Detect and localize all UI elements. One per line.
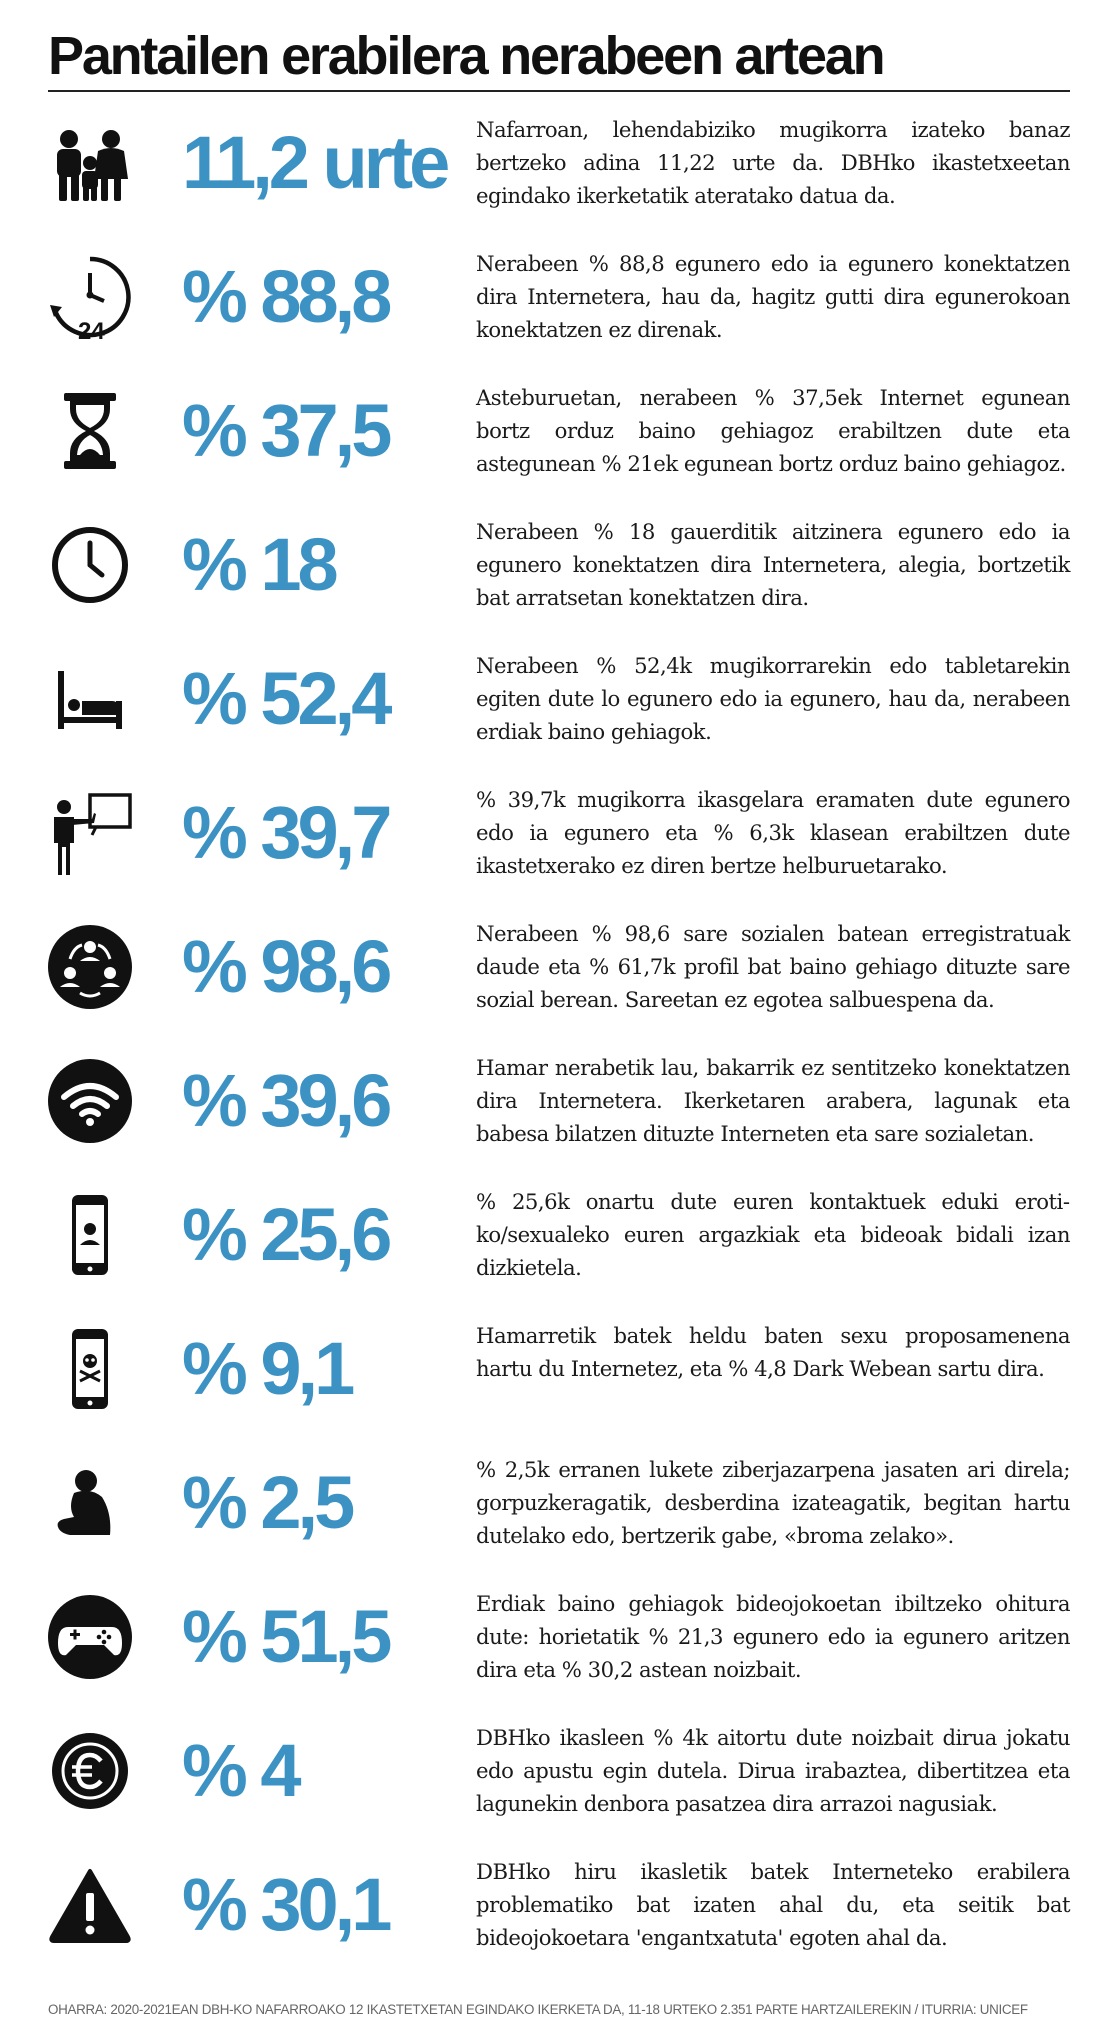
- stat-value: % 9,1: [182, 1327, 352, 1410]
- stat-value: % 2,5: [182, 1461, 352, 1544]
- stat-row-night-connection: [0, 515, 1118, 649]
- title-divider: [48, 90, 1070, 92]
- stat-value: % 51,5: [182, 1595, 389, 1678]
- stat-value: % 88,8: [182, 255, 389, 338]
- stat-row-social-networks: [0, 917, 1118, 1051]
- stat-description: DBHko hiru ikasletik batek Interneteko erabilera problematiko bat izaten ahal du, eta seitik bat bideojokoetara 'engantxatuta' egoten ahal da.: [476, 1859, 1070, 1950]
- stat-description: Hamarretik batek heldu baten sexu proposamenena hartu du Internetez, eta % 4,8 Dark Webean sartu dira.: [476, 1323, 1070, 1381]
- stat-value: % 4: [182, 1729, 298, 1812]
- stat-value: % 39,6: [182, 1059, 389, 1142]
- stat-row-first-phone-age: [0, 113, 1118, 247]
- stat-row-loneliness: [0, 1051, 1118, 1185]
- stat-value: % 52,4: [182, 657, 389, 740]
- clock-icon: [40, 515, 140, 615]
- stat-row-daily-connection: [0, 247, 1118, 381]
- family-icon: [40, 113, 140, 213]
- wifi-icon: [40, 1051, 140, 1151]
- bed-icon: [40, 649, 140, 749]
- stat-description: % 2,5k erranen lukete ziberjazarpena jasaten ari direla; gorpuzkeragatik, desberdina izateagatik, begitan hartu dutelako edo, bertzerik gabe, «broma zelako».: [476, 1457, 1070, 1548]
- stat-description: DBHko ikasleen % 4k aitortu dute noizbait dirua jokatu edo apustu egin dutela. Dirua irabaztea, dibertitzea eta lagunekin denbora pasatzea dira arrazoi nagusiak.: [476, 1725, 1070, 1816]
- stat-row-weekend-usage: [0, 381, 1118, 515]
- teacher-board-icon: [40, 783, 140, 883]
- stat-row-phone-in-class: [0, 783, 1118, 917]
- hourglass-icon: [40, 381, 140, 481]
- sad-person-icon: [40, 1453, 140, 1553]
- stat-value: % 18: [182, 523, 335, 606]
- stat-value: % 30,1: [182, 1863, 389, 1946]
- stat-value: % 39,7: [182, 791, 389, 874]
- stat-value: % 37,5: [182, 389, 389, 472]
- phone-skull-icon: [40, 1319, 140, 1419]
- stat-row-sexual-content: [0, 1185, 1118, 1319]
- stat-value: 11,2 urte: [182, 121, 447, 204]
- warning-icon: [40, 1855, 140, 1955]
- stat-row-problematic-use: [0, 1855, 1118, 1989]
- svg-text:24: 24: [78, 318, 105, 345]
- stat-row-sleep-with-phone: [0, 649, 1118, 783]
- stat-description: % 25,6k onartu dute euren kontaktuek eduki erotiko/sexualeko euren argazkiak eta bideoak bidali izan dizkietela.: [476, 1189, 1070, 1280]
- stat-value: % 98,6: [182, 925, 389, 1008]
- stat-description: Hamar nerabetik lau, bakarrik ez sentitzeko konektatzen dira Internetera. Ikerketaren arabera, lagunak eta babesa bilatzen dituzte Interneten eta sare sozialetan.: [476, 1055, 1070, 1146]
- stat-description: Nerabeen % 18 gauerditik aitzinera egunero edo ia egunero konektatzen dira Internetera, alegia, bortzetik bat arratsetan konektatzen dira.: [476, 519, 1070, 610]
- stat-description: Nerabeen % 88,8 egunero edo ia egunero konektatzen dira Internetera, hau da, hagitz gutti dira egunerokoan konektatzen ez direnak.: [476, 251, 1070, 342]
- euro-coin-icon: [40, 1721, 140, 1821]
- clock-24-icon: [40, 247, 140, 347]
- stat-row-gambling: [0, 1721, 1118, 1855]
- stat-row-cyberbullying: [0, 1453, 1118, 1587]
- stat-row-sexual-proposal: [0, 1319, 1118, 1453]
- stat-description: % 39,7k mugikorra ikasgelara eramaten dute egunero edo ia egunero eta % 6,3k klasean erabiltzen dute ikastetxerako ez diren bertze helburuetarako.: [476, 787, 1070, 878]
- stat-description: Asteburuetan, nerabeen % 37,5ek Internet egunean bortz orduz baino gehiagoz erabiltzen dute eta astegunean % 21ek egunean bortz orduz baino gehiagoz.: [476, 385, 1070, 476]
- phone-user-icon: [40, 1185, 140, 1285]
- stat-description: Nerabeen % 98,6 sare sozialen batean erregistratuak daude eta % 61,7k profil bat baino gehiago dituzte sare sozial berean. Sareetan ez egotea salbuespena da.: [476, 921, 1070, 1012]
- page-title: Pantailen erabilera nerabeen artean: [48, 26, 884, 86]
- footer-note: OHARRA: 2020-2021EAN DBH-KO NAFARROAKO 12 IKASTETXETAN EGINDAKO IKERKETA DA, 11-18 URTEKO 2.351 PARTE HARTZAILEREKIN / ITURRIA: UNICEF: [48, 2002, 1028, 2017]
- social-network-icon: [40, 917, 140, 1017]
- gamepad-icon: [40, 1587, 140, 1687]
- stat-description: Erdiak baino gehiagok bideojokoetan ibiltzeko ohitura dute: horietatik % 21,3 egunero edo ia egunero aritzen dira eta % 30,2 astean noizbait.: [476, 1591, 1070, 1682]
- stat-description: Nerabeen % 52,4k mugikorrarekin edo tabletarekin egiten dute lo egunero edo ia egunero, hau da, nerabeen erdiak baino gehiagok.: [476, 653, 1070, 744]
- stat-row-videogames: [0, 1587, 1118, 1721]
- stat-description: Nafarroan, lehendabiziko mugikorra izateko banaz bertzeko adina 11,22 urte da. DBHko ikastetxeetan egindako ikerketatik ateratako datua da.: [476, 117, 1070, 208]
- stat-value: % 25,6: [182, 1193, 389, 1276]
